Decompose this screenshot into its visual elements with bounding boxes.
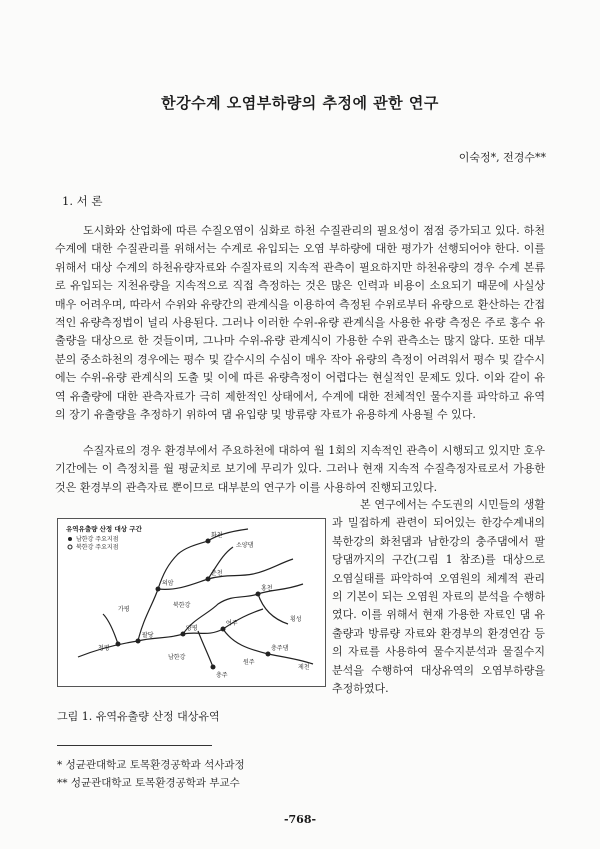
place-label: 소양댐 — [236, 542, 254, 549]
place-label: 남한강 — [168, 654, 186, 661]
legend-item-1: 남한강 주요지점 — [76, 536, 119, 543]
river-map-icon — [58, 519, 325, 686]
figure-inner-title: 유역유출량 산정 대상 구간 — [66, 525, 142, 533]
paragraph-3: 본 연구에서는 수도권의 시민들의 생활과 밀접하게 관련이 되어있는 한강수계내의 북한강의 화천댐과 남한강의 충주댐에서 팔당댐까지의 구간(그림 1 참조)를 대상으로 오염실태를 파악하여 오염원의 체계적 관리의 기본이 되는 오염원 자료의 분석을 수행하였다. 이를 위해서 현재 가용한 자료인 댐 유출량과 방류량 자료와 환경부의 환경연감 등의 자료를 사용하여 물수지분석과 물질수지분석을 수행하여 대상유역의 오염부하량을 추정하였다. — [332, 498, 545, 696]
place-label: 팔당 — [142, 632, 154, 639]
footnote-2: ** 성균관대학교 토목환경공학과 부교수 — [57, 777, 240, 789]
place-label: 춘천 — [211, 570, 223, 577]
place-label: 원주 — [243, 659, 255, 666]
section-heading: 1. 서 론 — [62, 194, 103, 208]
footnote-1: * 성균관대학교 토목환경공학과 석사과정 — [57, 759, 245, 771]
place-label: 충주댐 — [271, 645, 289, 652]
place-label: 화천 — [211, 532, 223, 539]
place-label: 제천 — [298, 664, 310, 671]
paragraph-1: 도시화와 산업화에 따른 수질오염이 심화로 하천 수질관리의 필요성이 점점 증가되고 있다. 하천수계에 대한 수질관리를 위해서는 수계로 유입되는 오염 부하량에 대한 평가가 선행되어야 한다. 이를 위해서 대상 수계의 하천유량자료와 수질자료의 지속적 관측이 필요하지만 하천유량의 경우 수계 본류로 유입되는 지천유량을 지속적으로 직접 측정하는 것은 많은 인력과 비용이 소요되기 때문에 사실상 매우 어려우며, 따라서 수위와 유량간의 관계식을 이용하여 측정된 수위로부터 유량으로 환산하는 간접적인 유량측정법이 널리 사용된다. 그러나 이러한 수위-유량 관계식을 사용한 유량 측정은 주로 홍수 유출량을 대상으로 한 것들이며, 그나마 수위-유량 관계식이 가용한 수위 관측소는 많지 않다. 또한 대부분의 중소하천의 경우에는 평수 및 갈수시의 수심이 매우 작아 유량의 측정이 어려워서 평수 및 갈수시에는 수위-유량 관계식의 도출 및 이에 따른 유량측정이 어렵다는 현실적인 문제도 있다. 이와 같이 유역 유출량에 대한 관측자료가 극히 제한적인 상태에서, 수계에 대한 전체적인 물수지를 파악하고 유역의 장기 유출량을 추정하기 위하여 댐 유입량 및 방류량 자료가 유용하게 사용될 수 있다. — [55, 224, 545, 422]
paper-title: 한강수계 오염부하량의 추정에 관한 연구 — [161, 94, 439, 112]
paragraph-2: 수질자료의 경우 환경부에서 주요하천에 대하여 월 1회의 지속적인 관측이 시행되고 있지만 호우기간에는 이 측정치를 월 평균치로 보기에 무리가 있다. 그러나 현재 지속적 수질측정자료로서 가용한 것은 환경부의 관측자료 뿐이므로 대부분의 연구가 이를 사용하여 진행되고있다. — [55, 444, 545, 494]
place-label: 의암 — [162, 580, 174, 587]
place-label: 충주 — [216, 672, 228, 679]
place-label: 북한강 — [173, 602, 191, 609]
figure-map — [57, 518, 326, 687]
place-label: 양평 — [186, 625, 198, 632]
place-label: 여주 — [226, 620, 238, 627]
place-label: 홍천 — [261, 585, 273, 592]
place-label: 횡성 — [290, 616, 302, 623]
place-label: 청평 — [98, 645, 110, 652]
place-label: 가평 — [118, 606, 130, 613]
legend-item-2: 북한강 주요지점 — [76, 544, 119, 551]
page-number: -768- — [283, 813, 317, 826]
footnote-divider — [57, 745, 212, 746]
authors: 이숙정*, 전경수** — [458, 151, 546, 164]
figure-caption: 그림 1. 유역유출량 산정 대상유역 — [57, 710, 220, 723]
